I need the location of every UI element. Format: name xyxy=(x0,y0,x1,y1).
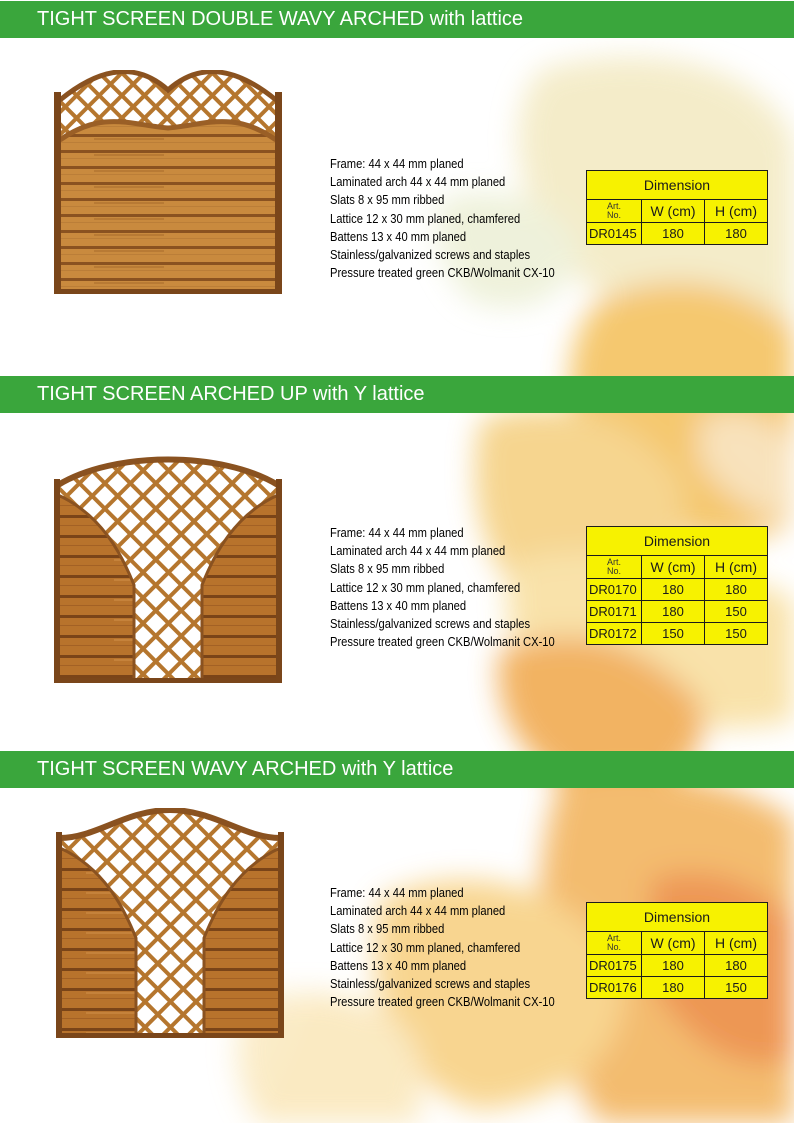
spec-item: Laminated arch 44 x 44 mm planed xyxy=(330,174,506,190)
dimension-title: Dimension xyxy=(587,171,768,200)
height-cell: 180 xyxy=(705,955,768,977)
width-cell: 180 xyxy=(642,977,705,999)
dimension-title: Dimension xyxy=(587,903,768,932)
spec-item: Battens 13 x 40 mm planed xyxy=(330,597,467,613)
width-cell: 180 xyxy=(642,579,705,601)
art-no-header: Art. No. xyxy=(587,556,642,579)
spec-item: Laminated arch 44 x 44 mm planed xyxy=(330,903,506,919)
spec-item: Lattice 12 x 30 mm planed, chamfered xyxy=(330,579,521,595)
art-no-cell: DR0170 xyxy=(587,579,642,601)
art-no-cell: DR0145 xyxy=(587,223,642,245)
table-row xyxy=(587,955,768,977)
spec-item: Slats 8 x 95 mm ribbed xyxy=(330,921,445,937)
spec-list xyxy=(330,884,555,1011)
art-no-cell: DR0175 xyxy=(587,955,642,977)
table-row xyxy=(587,601,768,623)
spec-item: Stainless/galvanized screws and staples xyxy=(330,247,531,263)
width-cell: 180 xyxy=(642,955,705,977)
spec-item: Pressure treated green CKB/Wolmanit CX-10 xyxy=(330,994,555,1010)
art-no-cell: DR0171 xyxy=(587,601,642,623)
spec-item: Pressure treated green CKB/Wolmanit CX-10 xyxy=(330,265,555,281)
fence-image-double-wavy-arched xyxy=(54,70,282,294)
spec-item: Slats 8 x 95 mm ribbed xyxy=(330,192,445,208)
spec-item: Battens 13 x 40 mm planed xyxy=(330,957,467,973)
height-header: H (cm) xyxy=(705,556,768,579)
height-header: H (cm) xyxy=(705,932,768,955)
spec-item: Slats 8 x 95 mm ribbed xyxy=(330,561,445,577)
spec-item: Stainless/galvanized screws and staples xyxy=(330,976,531,992)
dimension-table xyxy=(586,526,768,645)
table-row xyxy=(587,977,768,999)
spec-item: Frame: 44 x 44 mm planed xyxy=(330,885,464,900)
art-no-header: Art. No. xyxy=(587,200,642,223)
table-row xyxy=(587,623,768,645)
fence-image-arched-up-y-lattice xyxy=(54,455,282,683)
height-cell: 150 xyxy=(705,623,768,645)
width-cell: 150 xyxy=(642,623,705,645)
width-header: W (cm) xyxy=(642,200,705,223)
width-header: W (cm) xyxy=(642,932,705,955)
table-row xyxy=(587,223,768,245)
spec-item: Lattice 12 x 30 mm planed, chamfered xyxy=(330,939,521,955)
spec-item: Battens 13 x 40 mm planed xyxy=(330,228,467,244)
height-cell: 150 xyxy=(705,977,768,999)
height-cell: 180 xyxy=(705,223,768,245)
spec-list xyxy=(330,155,555,282)
height-cell: 180 xyxy=(705,579,768,601)
art-no-cell: DR0176 xyxy=(587,977,642,999)
width-cell: 180 xyxy=(642,601,705,623)
section-title: TIGHT SCREEN DOUBLE WAVY ARCHED with lattice xyxy=(0,1,794,38)
spec-item: Frame: 44 x 44 mm planed xyxy=(330,156,464,171)
section-title: TIGHT SCREEN ARCHED UP with Y lattice xyxy=(0,376,794,413)
section-title: TIGHT SCREEN WAVY ARCHED with Y lattice xyxy=(0,751,794,788)
art-no-header: Art. No. xyxy=(587,932,642,955)
height-header: H (cm) xyxy=(705,200,768,223)
spec-item: Laminated arch 44 x 44 mm planed xyxy=(330,543,506,559)
art-no-cell: DR0172 xyxy=(587,623,642,645)
height-cell: 150 xyxy=(705,601,768,623)
spec-item: Lattice 12 x 30 mm planed, chamfered xyxy=(330,210,521,226)
spec-list xyxy=(330,524,555,651)
spec-item: Stainless/galvanized screws and staples xyxy=(330,616,531,632)
dimension-table xyxy=(586,902,768,999)
width-cell: 180 xyxy=(642,223,705,245)
spec-item: Pressure treated green CKB/Wolmanit CX-10 xyxy=(330,634,555,650)
width-header: W (cm) xyxy=(642,556,705,579)
dimension-table xyxy=(586,170,768,245)
spec-item: Frame: 44 x 44 mm planed xyxy=(330,525,464,540)
fence-image-wavy-arched-y-lattice xyxy=(56,808,284,1038)
dimension-title: Dimension xyxy=(587,527,768,556)
table-row xyxy=(587,579,768,601)
